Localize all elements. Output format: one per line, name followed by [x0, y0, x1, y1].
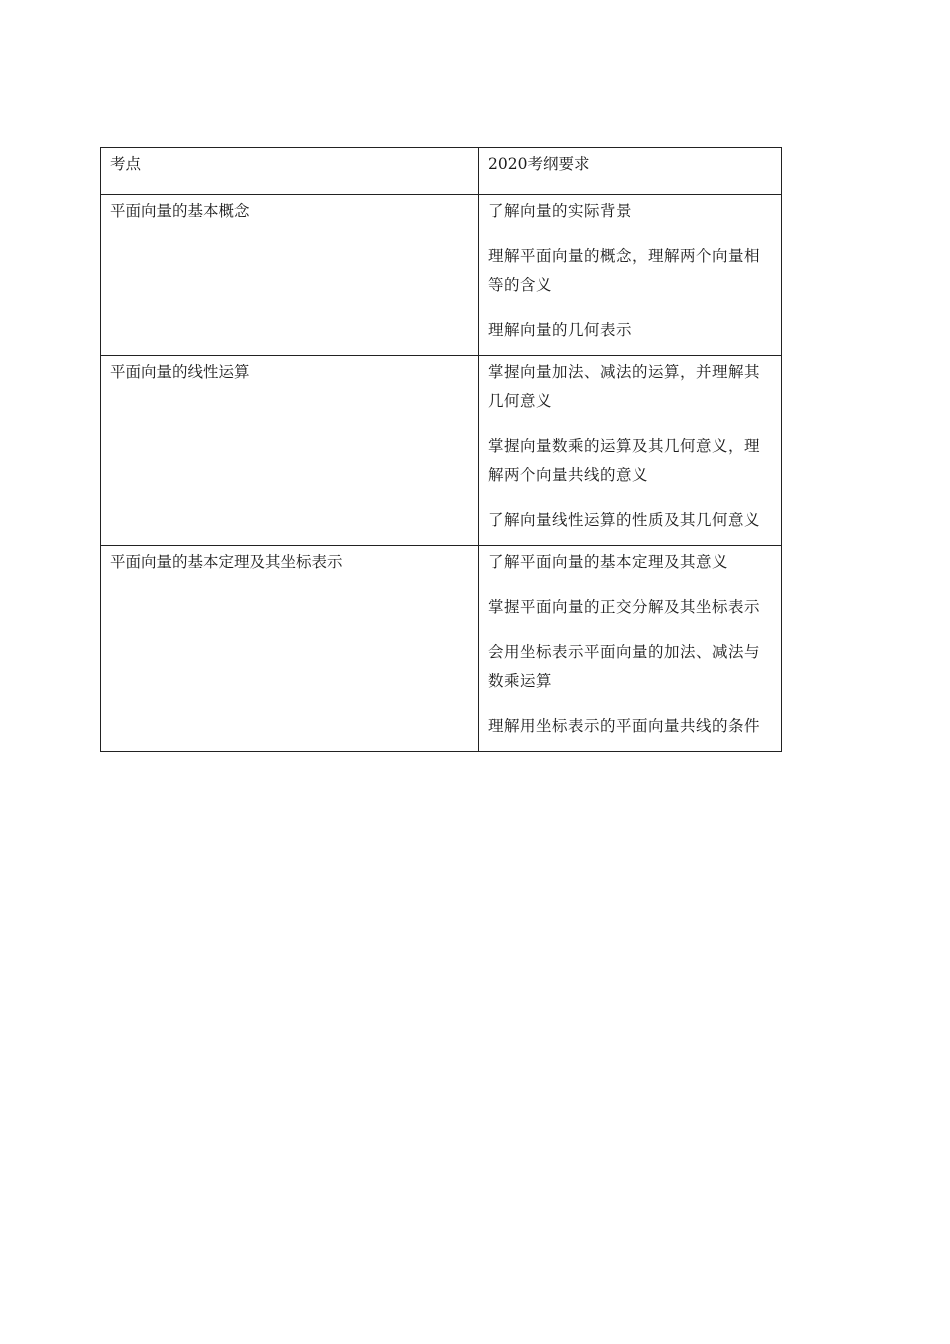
topic-cell: 平面向量的线性运算	[101, 356, 479, 546]
header-requirement: 2020考纲要求	[479, 148, 782, 195]
requirement-item: 了解向量的实际背景	[488, 202, 633, 220]
topic-cell: 平面向量的基本定理及其坐标表示	[101, 546, 479, 752]
requirement-item: 掌握平面向量的正交分解及其坐标表示	[488, 598, 761, 616]
requirement-item: 会用坐标表示平面向量的加法、减法与数乘运算	[488, 643, 761, 690]
requirements-cell	[479, 356, 782, 546]
requirement-item: 了解平面向量的基本定理及其意义	[488, 553, 729, 571]
topic-cell: 平面向量的基本概念	[101, 195, 479, 356]
requirement-item: 理解平面向量的概念，理解两个向量相等的含义	[488, 247, 761, 294]
requirement-item: 掌握向量数乘的运算及其几何意义，理解两个向量共线的意义	[488, 437, 761, 484]
requirements-cell	[479, 195, 782, 356]
requirement-item: 理解用坐标表示的平面向量共线的条件	[488, 717, 761, 735]
table-header-row	[101, 148, 782, 195]
header-topic: 考点	[101, 148, 479, 195]
table-row	[101, 356, 782, 546]
table-row	[101, 546, 782, 752]
exam-requirements-table	[100, 147, 782, 752]
requirement-item: 理解向量的几何表示	[488, 321, 633, 339]
requirement-item: 了解向量线性运算的性质及其几何意义	[488, 511, 761, 529]
requirement-item: 掌握向量加法、减法的运算，并理解其几何意义	[488, 363, 761, 410]
table-row	[101, 195, 782, 356]
requirements-cell	[479, 546, 782, 752]
